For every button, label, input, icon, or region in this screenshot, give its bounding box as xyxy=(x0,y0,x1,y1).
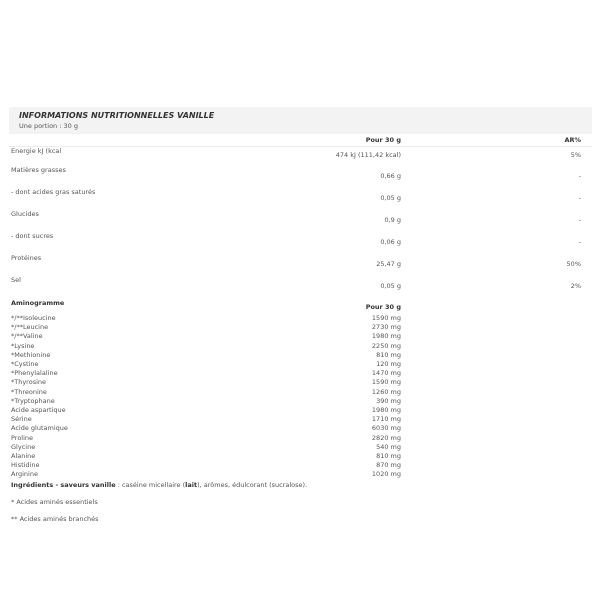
amino-name: */**Isoleucine xyxy=(11,314,56,322)
aminogram-row xyxy=(9,332,592,341)
aminogram-title: Aminogramme xyxy=(11,299,65,307)
note-branched: ** Acides aminés branchés xyxy=(11,514,99,523)
nutrient-name: - dont sucres xyxy=(11,232,54,240)
nutrient-value: 0,06 g xyxy=(380,238,401,246)
amino-name: *Methionine xyxy=(11,350,51,359)
amino-value: 2250 mg xyxy=(371,341,401,350)
aminogram-row xyxy=(9,397,592,406)
amino-value: 2820 mg xyxy=(371,433,401,442)
aminogram-row xyxy=(9,369,592,378)
ingredients-line xyxy=(9,480,592,491)
nutrition-row xyxy=(9,254,592,276)
amino-name: *Cystine xyxy=(11,360,39,369)
amino-value: 1470 mg xyxy=(371,369,401,378)
ingredients-text-after: ), arômes, édulcorant (sucralose). xyxy=(197,480,308,489)
nutrition-col-value: Pour 30 g xyxy=(365,136,401,144)
aminogram-col-value: Pour 30 g xyxy=(365,303,401,311)
nutrition-table-header xyxy=(9,134,592,147)
aminogram-row xyxy=(9,388,592,397)
nutrition-row xyxy=(9,147,592,167)
nutrition-table xyxy=(9,134,592,298)
nutrient-name: Protéines xyxy=(11,254,42,262)
nutrient-value: 0,9 g xyxy=(384,216,401,224)
nutrient-ar: - xyxy=(578,216,581,224)
aminogram-row xyxy=(9,323,592,332)
amino-value: 810 mg xyxy=(376,452,401,461)
amino-value: 1590 mg xyxy=(371,378,401,387)
nutrition-col-ar: AR% xyxy=(564,136,581,144)
aminogram-row xyxy=(9,452,592,461)
nutrient-value: 0,66 g xyxy=(380,172,401,180)
nutrient-name: Matières grasses xyxy=(11,166,66,174)
amino-value: 390 mg xyxy=(376,396,401,405)
amino-name: Proline xyxy=(11,433,34,442)
amino-name: Arginine xyxy=(11,470,38,479)
amino-value: 6030 mg xyxy=(371,424,401,433)
amino-value: 1980 mg xyxy=(371,406,401,415)
aminogram-table xyxy=(9,298,592,480)
nutrition-col-name xyxy=(9,134,241,147)
amino-value: 2730 mg xyxy=(371,323,401,332)
nutrient-value: 474 kJ (111,42 kcal) xyxy=(335,151,401,159)
note-essential: * Acides aminés essentiels xyxy=(11,497,98,506)
aminogram-row xyxy=(9,314,592,323)
amino-value: 1590 mg xyxy=(371,314,401,322)
aminogram-row xyxy=(9,443,592,452)
nutrient-value: 0,05 g xyxy=(380,194,401,202)
amino-name: */**Valine xyxy=(11,332,43,341)
aminogram-row xyxy=(9,342,592,351)
amino-name: *Threonine xyxy=(11,387,47,396)
nutrient-name: Sel xyxy=(11,276,21,284)
nutrition-row xyxy=(9,210,592,232)
ingredients-label: Ingrédients - saveurs vanille xyxy=(11,480,116,489)
amino-name: *Thyrosine xyxy=(11,378,47,387)
aminogram-row xyxy=(9,434,592,443)
nutrient-name: Glucides xyxy=(11,210,39,218)
amino-name: Acide glutamique xyxy=(11,424,68,433)
aminogram-row xyxy=(9,461,592,470)
amino-name: Acide aspartique xyxy=(11,406,66,415)
nutrition-row xyxy=(9,232,592,254)
amino-name: Glycine xyxy=(11,442,36,451)
nutrient-ar: 5% xyxy=(570,151,581,159)
nutrient-ar: 2% xyxy=(570,282,581,290)
amino-name: *Phenylalaline xyxy=(11,369,58,378)
nutrition-row xyxy=(9,188,592,210)
aminogram-row xyxy=(9,470,592,479)
amino-value: 1980 mg xyxy=(371,332,401,341)
portion-size: Une portion : 30 g xyxy=(19,122,78,130)
amino-name: */**Leucine xyxy=(11,323,49,332)
ingredients-allergen: lait xyxy=(185,480,198,489)
panel-header xyxy=(9,107,592,134)
nutrient-name: Energie kJ (kcal xyxy=(11,147,62,155)
amino-value: 1020 mg xyxy=(371,470,401,479)
nutrient-ar: - xyxy=(578,194,581,202)
nutrient-value: 0,05 g xyxy=(380,282,401,290)
amino-value: 1710 mg xyxy=(371,415,401,424)
nutrition-panel xyxy=(9,107,592,524)
amino-value: 540 mg xyxy=(376,442,401,451)
amino-name: Alanine xyxy=(11,452,36,461)
amino-value: 1260 mg xyxy=(371,387,401,396)
amino-name: *Tryptophane xyxy=(11,396,55,405)
amino-value: 120 mg xyxy=(376,360,401,369)
amino-name: *Lysine xyxy=(11,341,35,350)
panel-title: INFORMATIONS NUTRITIONNELLES VANILLE xyxy=(19,111,215,120)
nutrient-value: 25,47 g xyxy=(376,260,401,268)
aminogram-header xyxy=(9,298,592,314)
aminogram-row xyxy=(9,406,592,415)
amino-name: Sérine xyxy=(11,415,32,424)
amino-name: Histidine xyxy=(11,461,40,470)
amino-value: 870 mg xyxy=(376,461,401,470)
nutrient-ar: - xyxy=(578,172,581,180)
aminogram-row xyxy=(9,378,592,387)
nutrient-name: - dont acides gras saturés xyxy=(11,188,96,196)
aminogram-row xyxy=(9,360,592,369)
nutrient-ar: 50% xyxy=(566,260,581,268)
ingredients-text-before: : caséine micellaire ( xyxy=(115,480,186,489)
aminogram-row xyxy=(9,424,592,433)
nutrition-row xyxy=(9,166,592,188)
aminogram-row xyxy=(9,351,592,360)
aminogram-row xyxy=(9,415,592,424)
amino-value: 810 mg xyxy=(376,350,401,359)
nutrient-ar: - xyxy=(578,238,581,246)
nutrition-row xyxy=(9,276,592,298)
